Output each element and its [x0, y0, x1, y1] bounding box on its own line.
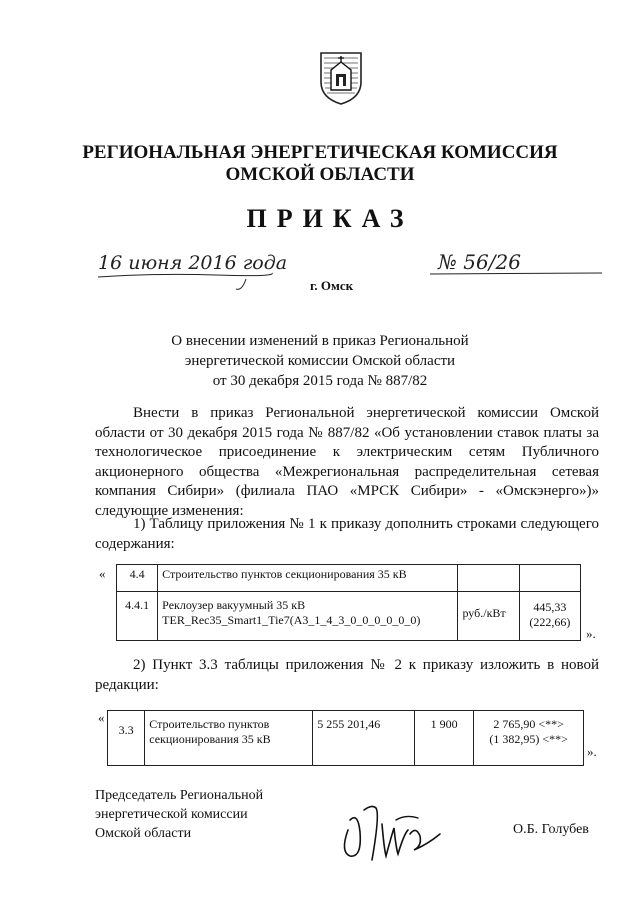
- table1-value-line1: 445,33: [533, 600, 567, 614]
- subject-line1: О внесении изменений в приказ Региональной: [171, 333, 469, 349]
- coat-of-arms-emblem: [318, 50, 364, 106]
- table1-value-line2: (222,66): [529, 615, 571, 629]
- table1-cell-num: 4.4: [117, 565, 158, 592]
- org-name-line1: РЕГИОНАЛЬНАЯ ЭНЕРГЕТИЧЕСКАЯ КОМИССИЯ: [82, 142, 558, 163]
- table1-cell-desc: [158, 592, 458, 641]
- table-row: [117, 592, 581, 641]
- body-paragraph-1: Внести в приказ Региональной энергетической комиссии Омской области от 30 декабря 2015 года № 887/82 «Об установлении ставок платы за технологическое присоединение к электрическим сетям Публичного акционерного общества «Межрегиональная распределительная сетевая компания Сибири» (филиала ПАО «МРСК Сибири» - «Омскэнерго»)» следующие изменения:: [95, 405, 599, 519]
- table2-cell-rate: [474, 711, 584, 766]
- document-number: № 56/26: [438, 250, 521, 274]
- table1-open-quote: «: [99, 566, 106, 581]
- org-name-line2: ОМСКОЙ ОБЛАСТИ: [225, 164, 415, 185]
- subject-line2: энергетической комиссии Омской области: [184, 353, 456, 369]
- table2-open-quote: «: [98, 710, 105, 725]
- table2-rate-line1: 2 765,90 <**>: [493, 717, 564, 731]
- table2-rate-line2: (1 382,95) <**>: [489, 732, 568, 746]
- signatory-title-line2: энергетической комиссии: [95, 807, 248, 822]
- document-date: 16 июня 2016 года: [98, 252, 288, 274]
- table1-cell-value: [519, 565, 580, 592]
- subject-line3: от 30 декабря 2015 года № 887/82: [212, 373, 428, 389]
- signatory-title-line3: Омской области: [95, 826, 192, 841]
- table2-cell-desc: Строительство пунктов секционирования 35 кВ: [145, 711, 313, 766]
- body-paragraph-3: 2) Пункт 3.3 таблицы приложения № 2 к приказу изложить в новой редакции:: [95, 657, 599, 693]
- table2: [107, 710, 584, 766]
- body-paragraph-2: 1) Таблицу приложения № 1 к приказу дополнить строками следующего содержания:: [95, 516, 599, 552]
- table1-cell-unit: руб./кВт: [458, 592, 519, 641]
- table-row: [117, 565, 581, 592]
- signatory-title: [95, 786, 263, 843]
- table-row: [108, 711, 584, 766]
- table2-cell-power: 1 900: [414, 711, 473, 766]
- table2-close-quote: ».: [587, 744, 597, 759]
- table1-desc-line1: Реклоузер вакуумный 35 кВ: [162, 598, 306, 612]
- table1-cell-unit: [458, 565, 519, 592]
- signatory-title-line1: Председатель Региональной: [95, 788, 264, 803]
- document-type-title: ПРИКАЗ: [246, 204, 414, 233]
- handwritten-signature: [336, 790, 446, 865]
- city-label: г. Омск: [310, 278, 354, 293]
- signatory-name: О.Б. Голубев: [513, 822, 589, 837]
- table1: [116, 564, 581, 641]
- table2-cell-num: 3.3: [108, 711, 145, 766]
- table1-cell-value: [519, 592, 580, 641]
- table1-close-quote: ».: [586, 626, 596, 641]
- table1-desc-line2: TER_Rec35_Smart1_Tie7(A3_1_4_3_0_0_0_0_0_0): [162, 613, 421, 627]
- table1-cell-desc: Строительство пунктов секционирования 35 кВ: [158, 565, 458, 592]
- table2-cell-amount: 5 255 201,46: [313, 711, 415, 766]
- table1-cell-num: 4.4.1: [117, 592, 158, 641]
